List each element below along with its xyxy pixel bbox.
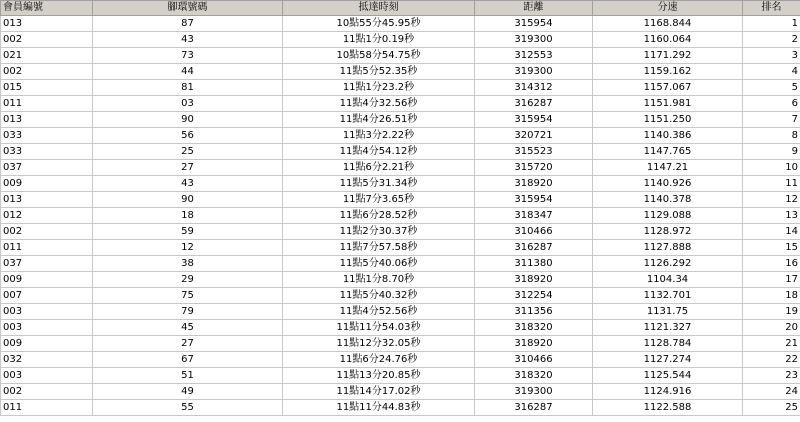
table-row[interactable]	[1, 352, 800, 368]
cell-distance: 310466	[475, 224, 593, 240]
cell-arrival-time: 11點5分40.06秒	[283, 256, 475, 272]
cell-arrival-time: 11點4分54.12秒	[283, 144, 475, 160]
cell-ring-number: 79	[93, 304, 283, 320]
cell-speed: 1126.292	[593, 256, 743, 272]
cell-speed: 1168.844	[593, 16, 743, 32]
cell-arrival-time: 11點4分32.56秒	[283, 96, 475, 112]
table-row[interactable]	[1, 240, 800, 256]
cell-rank: 15	[743, 240, 800, 256]
cell-distance: 319300	[475, 32, 593, 48]
cell-arrival-time: 11點1分0.19秒	[283, 32, 475, 48]
cell-arrival-time: 11點11分44.83秒	[283, 400, 475, 416]
table-row[interactable]	[1, 224, 800, 240]
table-row[interactable]	[1, 320, 800, 336]
header-ring-number[interactable]: 腳環號碼	[93, 1, 283, 16]
cell-distance: 315954	[475, 16, 593, 32]
cell-arrival-time: 11點5分52.35秒	[283, 64, 475, 80]
cell-arrival-time: 11點7分57.58秒	[283, 240, 475, 256]
cell-ring-number: 12	[93, 240, 283, 256]
cell-rank: 8	[743, 128, 800, 144]
cell-arrival-time: 11點1分23.2秒	[283, 80, 475, 96]
cell-speed: 1127.888	[593, 240, 743, 256]
cell-speed: 1132.701	[593, 288, 743, 304]
cell-arrival-time: 11點2分30.37秒	[283, 224, 475, 240]
cell-speed: 1157.067	[593, 80, 743, 96]
cell-arrival-time: 11點4分52.56秒	[283, 304, 475, 320]
cell-distance: 318920	[475, 336, 593, 352]
cell-speed: 1159.162	[593, 64, 743, 80]
cell-arrival-time: 10點58分54.75秒	[283, 48, 475, 64]
cell-arrival-time: 11點1分8.70秒	[283, 272, 475, 288]
table-row[interactable]	[1, 80, 800, 96]
header-speed[interactable]: 分速	[593, 1, 743, 16]
table-row[interactable]	[1, 16, 800, 32]
table-row[interactable]	[1, 144, 800, 160]
cell-distance: 318320	[475, 368, 593, 384]
cell-rank: 4	[743, 64, 800, 80]
cell-member-id: 002	[1, 32, 93, 48]
cell-speed: 1147.765	[593, 144, 743, 160]
cell-rank: 19	[743, 304, 800, 320]
cell-ring-number: 43	[93, 32, 283, 48]
cell-ring-number: 81	[93, 80, 283, 96]
table-row[interactable]	[1, 64, 800, 80]
cell-arrival-time: 11點5分40.32秒	[283, 288, 475, 304]
cell-member-id: 011	[1, 96, 93, 112]
table-row[interactable]	[1, 304, 800, 320]
cell-speed: 1128.972	[593, 224, 743, 240]
cell-rank: 18	[743, 288, 800, 304]
cell-member-id: 012	[1, 208, 93, 224]
cell-member-id: 037	[1, 256, 93, 272]
cell-distance: 316287	[475, 400, 593, 416]
cell-member-id: 032	[1, 352, 93, 368]
cell-ring-number: 29	[93, 272, 283, 288]
cell-ring-number: 87	[93, 16, 283, 32]
cell-distance: 312254	[475, 288, 593, 304]
cell-distance: 315954	[475, 112, 593, 128]
cell-speed: 1127.274	[593, 352, 743, 368]
cell-speed: 1129.088	[593, 208, 743, 224]
table-row[interactable]	[1, 400, 800, 416]
cell-speed: 1160.064	[593, 32, 743, 48]
cell-speed: 1151.981	[593, 96, 743, 112]
cell-speed: 1104.34	[593, 272, 743, 288]
table-row[interactable]	[1, 160, 800, 176]
cell-member-id: 033	[1, 144, 93, 160]
cell-member-id: 011	[1, 400, 93, 416]
cell-member-id: 007	[1, 288, 93, 304]
cell-speed: 1140.926	[593, 176, 743, 192]
cell-speed: 1121.327	[593, 320, 743, 336]
cell-distance: 318347	[475, 208, 593, 224]
cell-rank: 25	[743, 400, 800, 416]
cell-ring-number: 59	[93, 224, 283, 240]
cell-arrival-time: 11點6分28.52秒	[283, 208, 475, 224]
cell-rank: 23	[743, 368, 800, 384]
cell-member-id: 037	[1, 160, 93, 176]
cell-ring-number: 73	[93, 48, 283, 64]
cell-arrival-time: 10點55分45.95秒	[283, 16, 475, 32]
cell-arrival-time: 11點14分17.02秒	[283, 384, 475, 400]
cell-member-id: 002	[1, 64, 93, 80]
cell-distance: 319300	[475, 384, 593, 400]
cell-distance: 310466	[475, 352, 593, 368]
cell-distance: 311380	[475, 256, 593, 272]
cell-rank: 2	[743, 32, 800, 48]
table-row[interactable]	[1, 384, 800, 400]
cell-distance: 312553	[475, 48, 593, 64]
table-row[interactable]	[1, 336, 800, 352]
cell-arrival-time: 11點4分26.51秒	[283, 112, 475, 128]
cell-ring-number: 44	[93, 64, 283, 80]
cell-speed: 1140.378	[593, 192, 743, 208]
header-rank[interactable]: 排名	[743, 1, 800, 16]
cell-ring-number: 67	[93, 352, 283, 368]
cell-ring-number: 43	[93, 176, 283, 192]
header-row	[1, 1, 800, 16]
cell-rank: 13	[743, 208, 800, 224]
cell-ring-number: 56	[93, 128, 283, 144]
table-row[interactable]	[1, 272, 800, 288]
cell-member-id: 003	[1, 368, 93, 384]
cell-arrival-time: 11點13分20.85秒	[283, 368, 475, 384]
cell-member-id: 033	[1, 128, 93, 144]
cell-rank: 1	[743, 16, 800, 32]
cell-ring-number: 90	[93, 192, 283, 208]
cell-distance: 318920	[475, 176, 593, 192]
cell-distance: 315523	[475, 144, 593, 160]
cell-member-id: 011	[1, 240, 93, 256]
cell-distance: 318320	[475, 320, 593, 336]
table-row[interactable]	[1, 256, 800, 272]
cell-ring-number: 27	[93, 336, 283, 352]
cell-member-id: 003	[1, 320, 93, 336]
cell-member-id: 009	[1, 272, 93, 288]
cell-rank: 9	[743, 144, 800, 160]
cell-arrival-time: 11點5分31.34秒	[283, 176, 475, 192]
cell-ring-number: 75	[93, 288, 283, 304]
cell-ring-number: 49	[93, 384, 283, 400]
cell-speed: 1140.386	[593, 128, 743, 144]
cell-member-id: 009	[1, 336, 93, 352]
cell-rank: 16	[743, 256, 800, 272]
table-row[interactable]	[1, 208, 800, 224]
cell-ring-number: 25	[93, 144, 283, 160]
cell-ring-number: 55	[93, 400, 283, 416]
table-row[interactable]	[1, 48, 800, 64]
header-arrival-time[interactable]: 抵達時刻	[283, 1, 475, 16]
cell-rank: 11	[743, 176, 800, 192]
cell-member-id: 021	[1, 48, 93, 64]
table-row[interactable]	[1, 176, 800, 192]
cell-distance: 316287	[475, 96, 593, 112]
cell-distance: 319300	[475, 64, 593, 80]
cell-rank: 22	[743, 352, 800, 368]
cell-rank: 20	[743, 320, 800, 336]
cell-arrival-time: 11點12分32.05秒	[283, 336, 475, 352]
cell-arrival-time: 11點6分2.21秒	[283, 160, 475, 176]
cell-member-id: 002	[1, 384, 93, 400]
cell-member-id: 009	[1, 176, 93, 192]
cell-rank: 5	[743, 80, 800, 96]
cell-member-id: 003	[1, 304, 93, 320]
table-row[interactable]	[1, 96, 800, 112]
cell-rank: 10	[743, 160, 800, 176]
cell-distance: 318920	[475, 272, 593, 288]
table-row[interactable]	[1, 32, 800, 48]
cell-rank: 24	[743, 384, 800, 400]
cell-rank: 21	[743, 336, 800, 352]
cell-speed: 1122.588	[593, 400, 743, 416]
cell-distance: 314312	[475, 80, 593, 96]
cell-ring-number: 18	[93, 208, 283, 224]
cell-speed: 1147.21	[593, 160, 743, 176]
cell-rank: 7	[743, 112, 800, 128]
cell-speed: 1125.544	[593, 368, 743, 384]
cell-ring-number: 03	[93, 96, 283, 112]
cell-distance: 315954	[475, 192, 593, 208]
cell-ring-number: 51	[93, 368, 283, 384]
table-row[interactable]	[1, 128, 800, 144]
cell-member-id: 002	[1, 224, 93, 240]
cell-speed: 1151.250	[593, 112, 743, 128]
cell-member-id: 013	[1, 192, 93, 208]
cell-member-id: 013	[1, 112, 93, 128]
cell-rank: 6	[743, 96, 800, 112]
cell-rank: 12	[743, 192, 800, 208]
cell-ring-number: 90	[93, 112, 283, 128]
cell-arrival-time: 11點7分3.65秒	[283, 192, 475, 208]
cell-distance: 311356	[475, 304, 593, 320]
cell-ring-number: 38	[93, 256, 283, 272]
table-row[interactable]	[1, 192, 800, 208]
cell-rank: 3	[743, 48, 800, 64]
cell-arrival-time: 11點6分24.76秒	[283, 352, 475, 368]
cell-ring-number: 27	[93, 160, 283, 176]
cell-speed: 1128.784	[593, 336, 743, 352]
cell-distance: 315720	[475, 160, 593, 176]
cell-speed: 1124.916	[593, 384, 743, 400]
cell-arrival-time: 11點3分2.22秒	[283, 128, 475, 144]
cell-member-id: 015	[1, 80, 93, 96]
cell-speed: 1171.292	[593, 48, 743, 64]
header-member-id[interactable]: 會員編號	[1, 1, 93, 16]
cell-speed: 1131.75	[593, 304, 743, 320]
cell-member-id: 013	[1, 16, 93, 32]
cell-distance: 316287	[475, 240, 593, 256]
cell-arrival-time: 11點11分54.03秒	[283, 320, 475, 336]
table-row[interactable]	[1, 288, 800, 304]
cell-ring-number: 45	[93, 320, 283, 336]
cell-rank: 14	[743, 224, 800, 240]
header-distance[interactable]: 距離	[475, 1, 593, 16]
table-row[interactable]	[1, 368, 800, 384]
cell-distance: 320721	[475, 128, 593, 144]
cell-rank: 17	[743, 272, 800, 288]
table-row[interactable]	[1, 112, 800, 128]
